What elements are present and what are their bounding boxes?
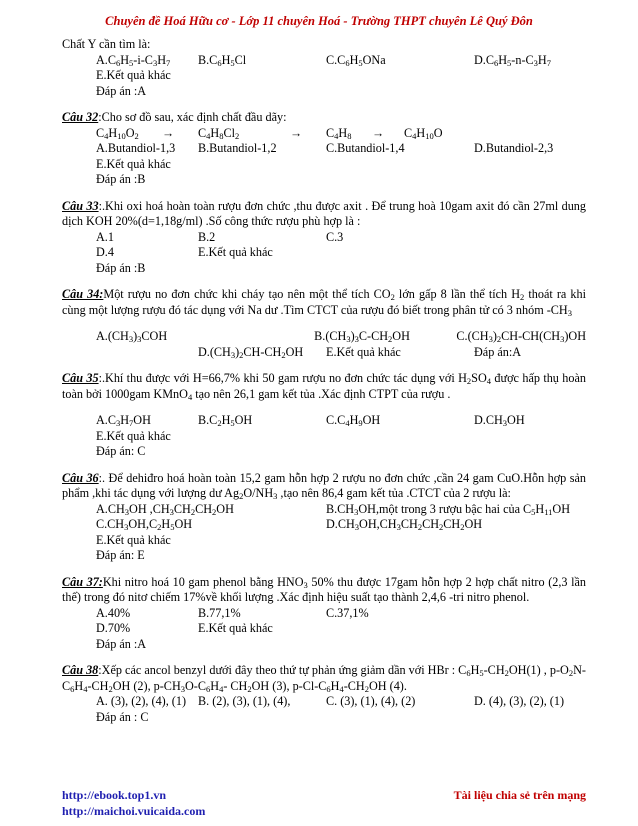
answer: Đáp án :B — [96, 260, 146, 275]
question-options — [62, 606, 586, 622]
option: $A.C_3H_7OH$ — [96, 413, 151, 428]
option: C.37,1% — [326, 605, 369, 620]
question-label: Câu 35 — [62, 371, 99, 385]
reaction-scheme — [62, 126, 586, 142]
question-options — [62, 230, 586, 246]
option: $D.C_6H_5-n-C_3H_7$ — [474, 52, 551, 68]
option: D.70% — [96, 621, 131, 635]
scheme-compound: $C_4H_8Cl_2$ — [198, 125, 240, 141]
option: B.Butandiol-1,2 — [198, 141, 277, 155]
option: D.Butandiol-2,3 — [474, 141, 554, 155]
arrow-icon: → — [290, 125, 303, 140]
option: A.Butandiol-1,3 — [96, 141, 176, 155]
question-text: Một rượu no đơn chức khi cháy tạo nên một thể tích $CO_2$ lớn gấp 8 lần thể tích $H_2$ thoát ra khi cùng một lượng rượu đó tác dụng với Na dư .Tìm CTCT của rượu đó biết trong phân tử có 3 nhóm $-CH_3$ — [62, 287, 586, 318]
question-label: Câu 34: — [62, 287, 104, 301]
answer: Đáp án :A — [96, 83, 147, 98]
option: E.Kết quả khác — [198, 245, 273, 259]
option: $A.CH_3OH$ $,CH_3CH_2CH_2OH$ — [96, 501, 234, 517]
option: $C.C_6H_5ONa$ — [326, 52, 386, 68]
option: $C.(CH_3)_2CH-CH(CH_3)OH$ — [456, 329, 586, 344]
option: $A.(CH_3)_3COH$ — [96, 329, 168, 344]
other-option: E.Kết quả khác — [96, 156, 171, 171]
question-label: Câu 33 — [62, 198, 99, 213]
question-35 — [62, 371, 586, 402]
option: A.40% — [96, 605, 131, 620]
question-text: Khi nitro hoá 10 gam phenol bằng $HNO_3$ 50% thu được 17gam hỗn hợp 2 hợp chất nitro (2,3 lần thế) trong đó nitơ chiếm 17%về khối lượng .Xác định hiệu suất tạo thành 2,4,6 -tri nitro phenol. — [62, 574, 586, 604]
intro-options — [62, 53, 586, 69]
option: C.3 — [326, 229, 344, 244]
question-36 — [62, 471, 586, 502]
question-34 — [62, 287, 586, 318]
other-option: E.Kết quả khác — [96, 68, 171, 82]
option: E.Kết quả khác — [326, 344, 401, 359]
question-text: :Cho sơ đồ sau, xác định chất đầu dãy: — [98, 110, 287, 124]
question-label: Câu 38 — [62, 663, 99, 677]
option: D. (4), (3), (2), (1) — [474, 694, 565, 708]
question-label: Câu 37: — [62, 574, 103, 589]
option: B.2 — [198, 229, 216, 244]
question-options — [62, 245, 586, 261]
intro-line: Chất Y cần tìm là: — [62, 37, 151, 51]
option: $C.CH_3OH,C_2H_5OH$ — [96, 517, 193, 532]
answer: Đáp án :A — [96, 636, 147, 651]
question-options — [62, 413, 586, 429]
footer-link[interactable]: http://ebook.top1.vn — [62, 788, 167, 802]
answer: Đáp án:A — [474, 344, 522, 359]
option: $B.C_2H_5OH$ — [198, 413, 253, 428]
question-options — [62, 694, 586, 710]
question-options — [62, 141, 586, 157]
option: A. (3), (2), (4), (1) — [96, 694, 187, 708]
question-options — [62, 329, 586, 345]
footer-note: Tài liệu chia sẻ trên mạng — [453, 788, 586, 802]
option: B. (2), (3), (1), (4), — [198, 694, 291, 708]
document-body — [62, 37, 586, 725]
option: $D.CH_3OH,CH_3CH_2CH_2CH_2OH$ — [326, 517, 483, 532]
option: B.77,1% — [198, 605, 241, 620]
question-38 — [62, 663, 586, 694]
scheme-compound: $C_4H_{10}O$ — [404, 125, 443, 141]
arrow-icon: → — [162, 125, 175, 140]
option: C. (3), (1), (4), (2) — [326, 694, 416, 708]
question-options — [62, 345, 586, 361]
answer: Đáp án: E — [96, 548, 145, 562]
option: $B.C_6H_5Cl$ — [198, 52, 247, 68]
scheme-compound: $C_4H_{10}O_2$ — [96, 125, 139, 141]
arrow-icon: → — [372, 125, 385, 140]
footer-link[interactable]: http://maichoi.vuicaida.com — [62, 804, 206, 818]
answer: Đáp án :B — [96, 172, 146, 186]
question-text: :.Khí thu được với H=66,7% khi 50 gam rượu no đơn chức tác dụng với $H_2SO_4$ được hấp thụ hoàn toàn bởi 1000gam KMnO$_4$ tạo nên 26,1 gam kết tủa .Xác định CTPT của rượu . — [62, 371, 586, 402]
option: C.Butandiol-1,4 — [326, 141, 405, 155]
option: $A.C_6H_5-i-C_3H_7$ — [96, 52, 171, 68]
option: $C.C_4H_9OH$ — [326, 413, 381, 428]
option: E.Kết quả khác — [198, 621, 273, 635]
question-options — [62, 502, 586, 518]
option: $B.CH_3OH,một$ trong 3 rượu bậc hai của $C_5H_{11}OH$ — [326, 501, 571, 517]
option: A.1 — [96, 229, 114, 244]
question-label: Câu 36 — [62, 470, 99, 485]
question-label: Câu 32 — [62, 110, 99, 124]
other-option: E.Kết quả khác — [96, 532, 171, 547]
question-33 — [62, 199, 586, 230]
other-option: E.Kết quả khác — [96, 428, 171, 443]
question-32 — [62, 110, 586, 126]
option: $D.(CH_3)_2CH-CH_2OH$ — [198, 344, 304, 360]
option: D.4 — [96, 245, 114, 259]
scheme-compound: $C_4H_8$ — [326, 125, 352, 141]
question-text: :. Để dehiđro hoá hoàn toàn 15,2 gam hỗn hợp 2 rượu no đơn chức ,cần 24 gam CuO.Hỗn hợp sản phẩm ,khi tác dụng với lượng dư $Ag_2O/NH_3$ ,tạo nên 86,4 gam kết tủa .CTCT của 2 rượu là: — [62, 470, 586, 501]
page-footer — [62, 787, 586, 819]
question-text: :.Khi oxi hoá hoàn toàn rượu đơn chức ,thu được axit . Để trung hoà 10gam axit đó cần 27ml dung dịch KOH 20%(d=1,18g/ml) .Số công thức rượu phù hợp là : — [62, 198, 586, 228]
answer: Đáp án: C — [96, 444, 146, 458]
question-37 — [62, 575, 586, 606]
question-options — [62, 517, 586, 533]
option: $D.CH_3OH$ — [474, 413, 525, 428]
answer: Đáp án : C — [96, 709, 149, 724]
question-text: :Xếp các ancol benzyl dưới đây theo thứ tự phản ứng giảm dần với HBr : $C_6H_5-CH_2OH(1)$ , $p-O_2N-C_6H_4-CH_2OH$ (2), $p-CH_3O-C_6H_4-$ $CH_2OH$ (3), $p-Cl-C_6H_4-CH_2OH$ (4). — [62, 663, 586, 694]
option: $B.(CH_3)_3C-CH_2OH$ — [314, 329, 410, 344]
question-options — [62, 621, 586, 637]
page-header: Chuyên đề Hoá Hữu cơ - Lớp 11 chuyên Hoá - Trường THPT chuyên Lê Quý Đôn — [105, 14, 533, 28]
